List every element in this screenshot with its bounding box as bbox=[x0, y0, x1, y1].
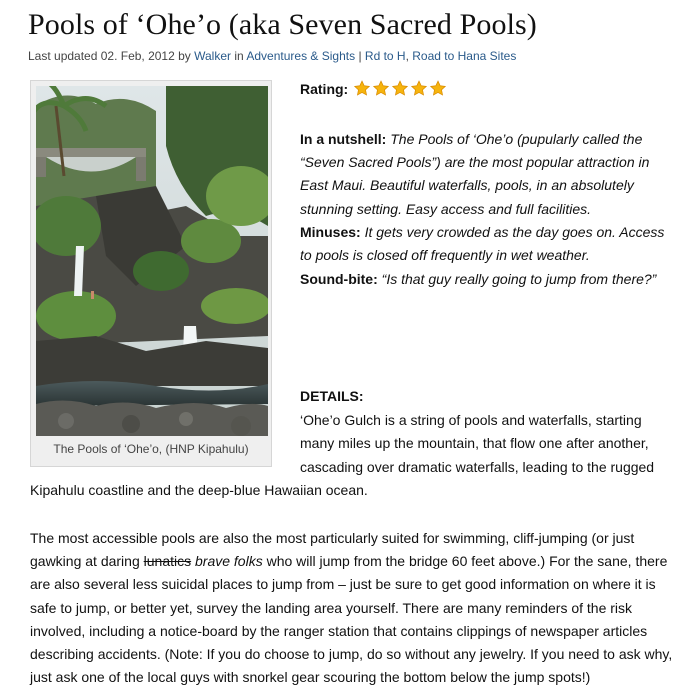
nutshell-line-4 bbox=[300, 198, 591, 221]
details-line-4: Kipahulu coastline and the deep-blue Hawaiian ocean. bbox=[30, 482, 368, 498]
nutshell-label: In a nutshell: bbox=[300, 131, 387, 147]
star-icon bbox=[429, 80, 447, 97]
nutshell-line-3 bbox=[300, 174, 634, 197]
star-icon bbox=[372, 80, 390, 97]
details-label bbox=[300, 385, 364, 408]
minuses-line-1 bbox=[300, 221, 664, 244]
soundbite-text: “Is that guy really going to jump from there?” bbox=[377, 271, 657, 287]
nutshell-text-4: stunning setting. Easy access and full facilities. bbox=[300, 201, 592, 217]
meta-comma: , bbox=[405, 49, 413, 63]
article-figure bbox=[30, 80, 272, 467]
category-link-adventures[interactable]: Adventures & Sights bbox=[246, 49, 356, 63]
para2-strike: lunatics bbox=[143, 553, 192, 570]
nutshell-line-2 bbox=[300, 151, 649, 174]
author-link[interactable]: Walker bbox=[194, 49, 232, 63]
details-line-1: ‘Ohe’o Gulch is a string of pools and waterfalls, starting bbox=[300, 412, 642, 428]
star-icon bbox=[391, 80, 409, 97]
minuses-text-2: to pools is closed off frequently in wet weather. bbox=[300, 247, 590, 263]
rating bbox=[300, 80, 448, 97]
nutshell-line-1 bbox=[300, 128, 642, 151]
waterfall-photo[interactable] bbox=[36, 86, 268, 436]
minuses-line-2 bbox=[300, 244, 590, 267]
nutshell-text-3: East Maui. Beautiful waterfalls, pools, in an absolutely bbox=[300, 177, 634, 193]
details-line-2: many miles up the mountain, that flow one after another, bbox=[300, 435, 649, 451]
para2-text-3: who will jump from the bridge 60 feet above.) For the sane, there are also several less suicidal places to jump from – just be sure to get good information on where it is safe to jump, or better yet, survey the landing area yourself. There are many reminders of the risk involved, including a notice-board by the ranger station that contains clippings of newspaper articles describing accidents. (Note: If you do choose to jump, do so without any jewelry. If you need to ask why, just ask one of the local guys with snorkel gear scouring the bottom below the jump spots!) bbox=[30, 553, 673, 686]
nutshell-text-1: The Pools of ‘Ohe’o (pupularly called the bbox=[386, 131, 643, 147]
star-icon bbox=[410, 80, 428, 97]
figure-caption: The Pools of ‘Ohe’o, (HNP Kipahulu) bbox=[53, 442, 249, 456]
details-line-3: cascading over dramatic waterfalls, leading to the rugged bbox=[300, 459, 655, 475]
rating-stars bbox=[353, 80, 448, 97]
soundbite-line bbox=[300, 268, 656, 291]
soundbite-label: Sound-bite: bbox=[300, 271, 378, 287]
nutshell-text-2: “Seven Sacred Pools”) are the most popular attraction in bbox=[300, 154, 650, 170]
details-label-text: DETAILS: bbox=[300, 388, 364, 404]
category-link-road-to-hana[interactable]: Road to Hana Sites bbox=[412, 49, 517, 63]
minuses-text-1: It gets very crowded as the day goes on. Access bbox=[360, 224, 665, 240]
minuses-label: Minuses: bbox=[300, 224, 361, 240]
meta-separator: | bbox=[355, 49, 365, 63]
category-link-rd-to-h[interactable]: Rd to H bbox=[364, 49, 406, 63]
article-paragraph-2 bbox=[30, 527, 680, 689]
post-meta bbox=[28, 49, 516, 63]
meta-in: in bbox=[231, 49, 247, 63]
star-icon bbox=[353, 80, 371, 97]
meta-prefix: Last updated 02. Feb, 2012 by bbox=[28, 49, 195, 63]
para2-text-1: The most accessible pools are also the most particularly suited for swimming, cliff-jumping (or just gawking at daring bbox=[30, 530, 635, 570]
page-title: Pools of ‘Ohe’o (aka Seven Sacred Pools) bbox=[28, 8, 537, 41]
para2-italic: brave folks bbox=[195, 553, 263, 570]
rating-label: Rating: bbox=[300, 80, 349, 97]
